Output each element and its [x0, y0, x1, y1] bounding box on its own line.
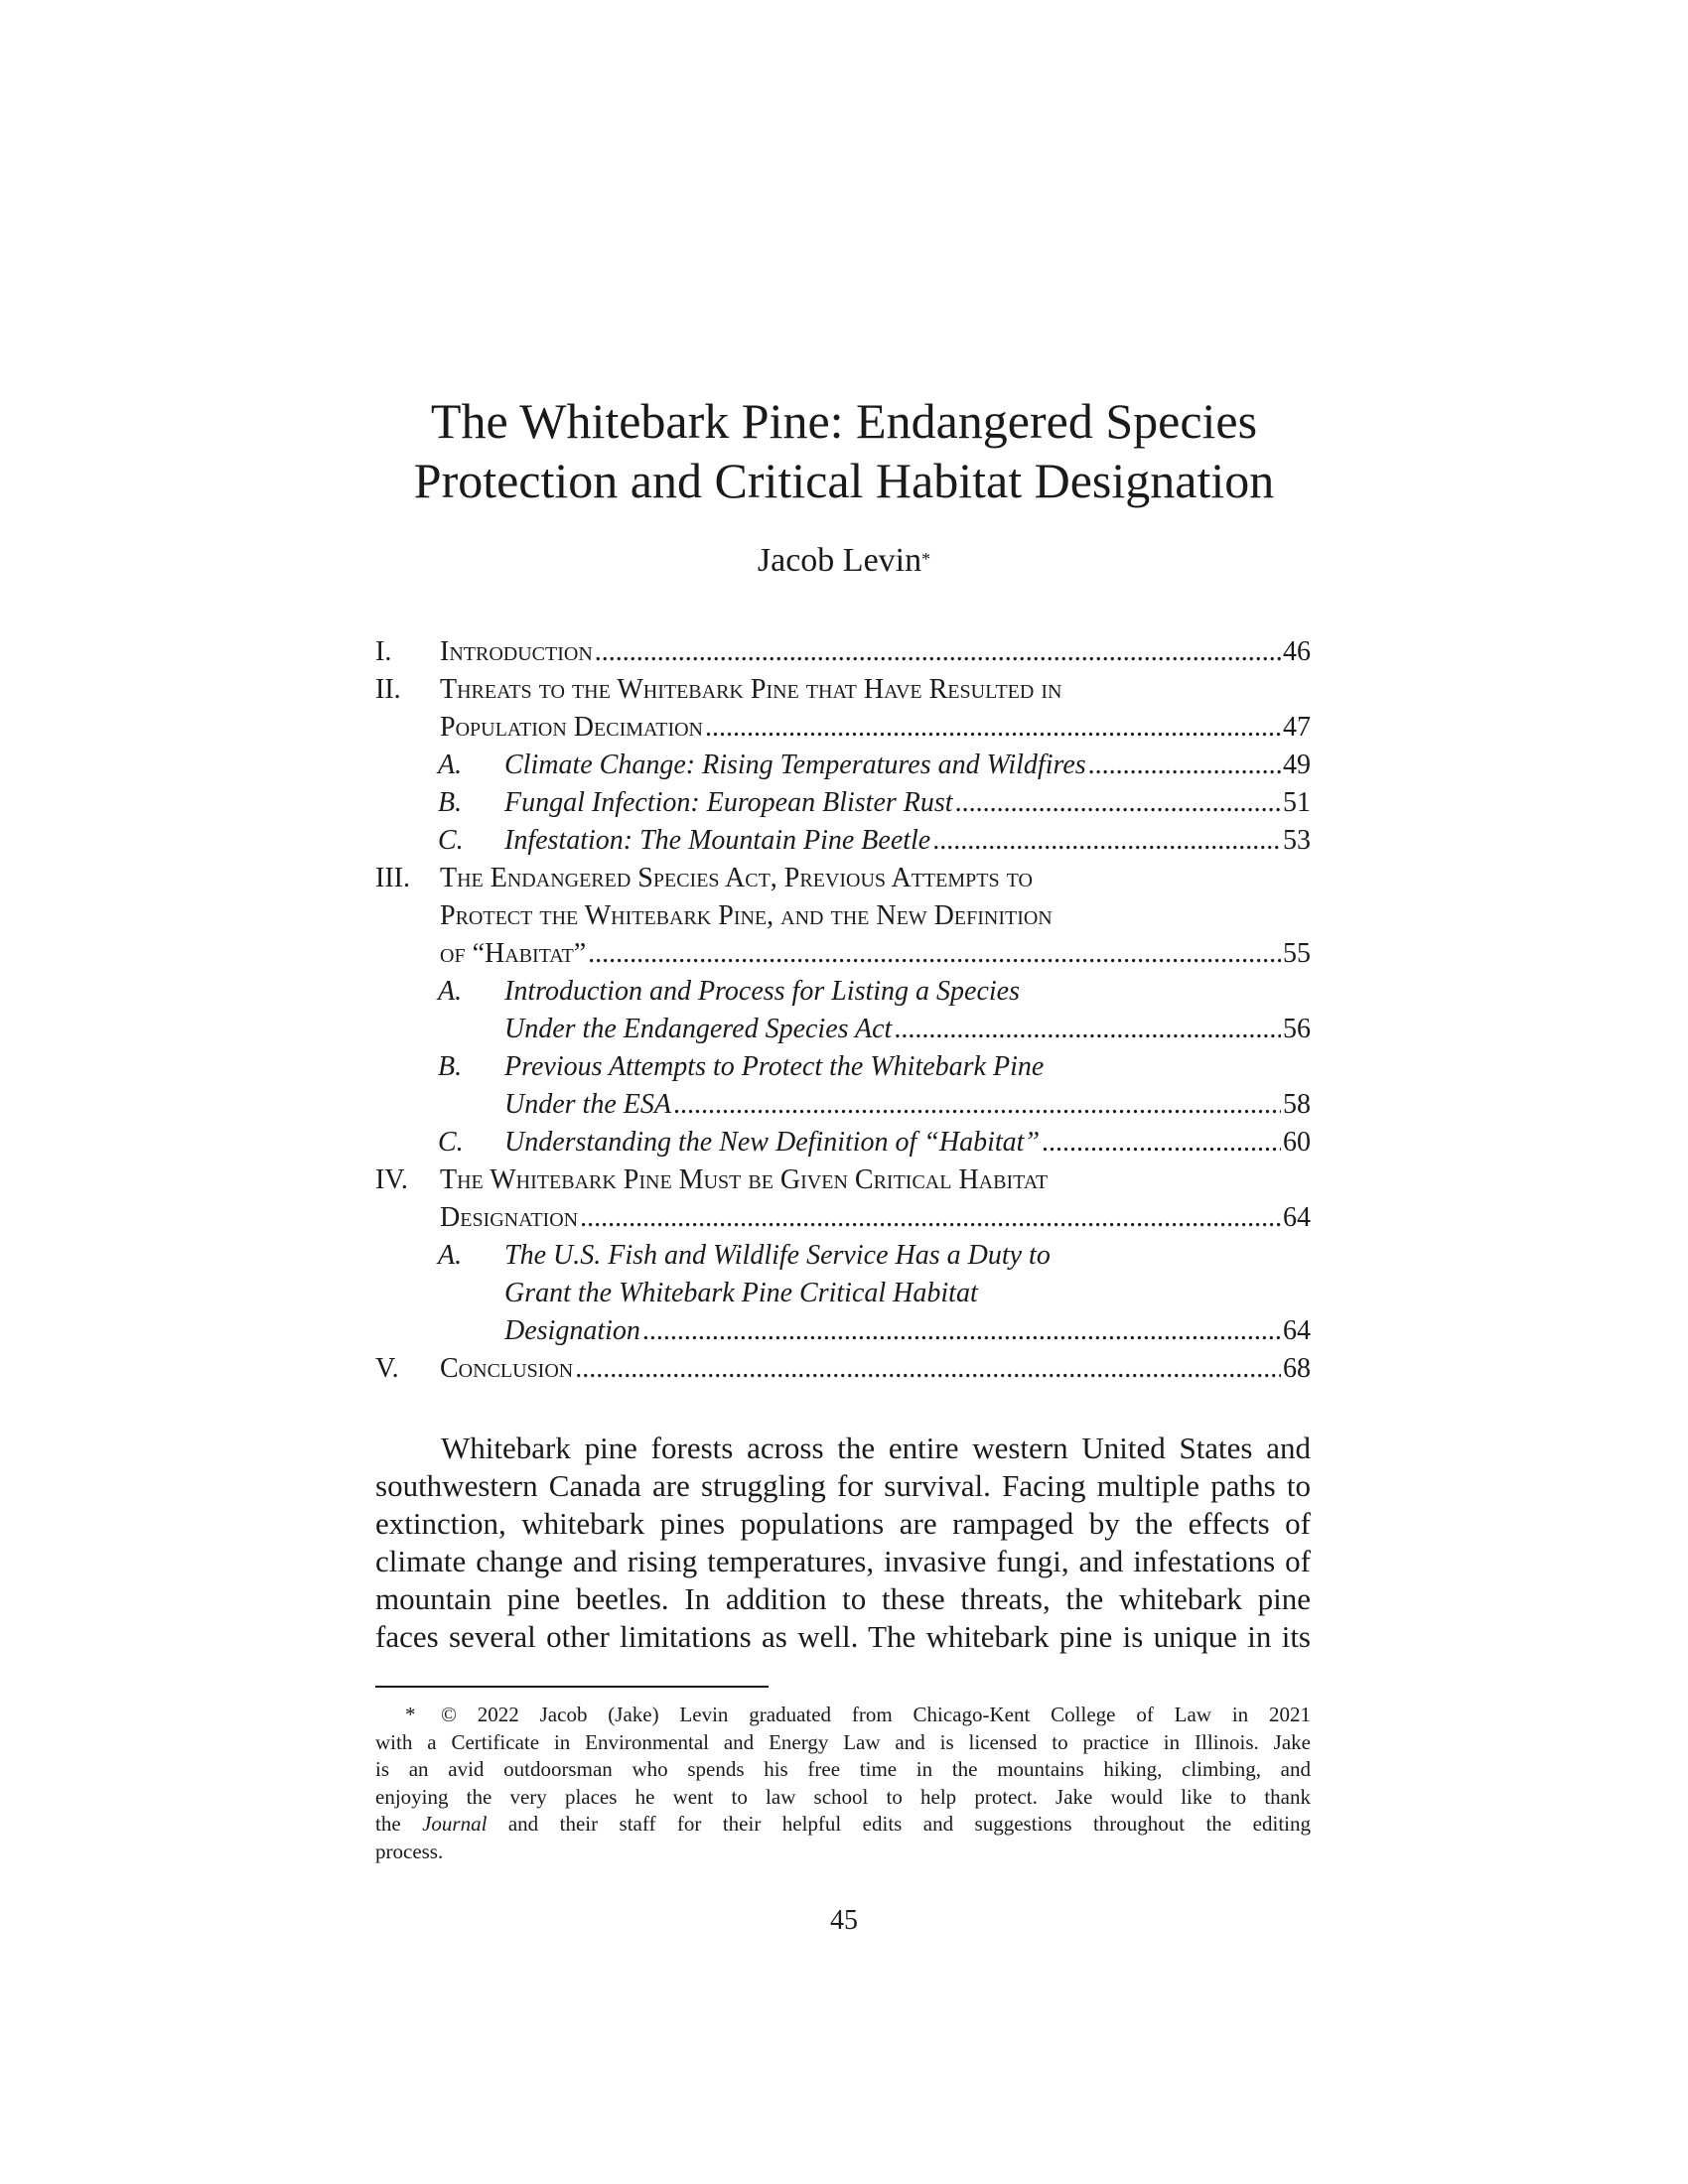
toc-leader-dots [588, 935, 1281, 973]
toc-leader-dots [1042, 1124, 1281, 1161]
toc-entry-critical-habitat-cont[interactable] [375, 1199, 1311, 1237]
toc-entry-critical-habitat[interactable] [375, 1161, 1311, 1199]
body-line: climate change and rising temperatures, invasive fungi, and infestations of [375, 1544, 1311, 1578]
toc-leader-dots [595, 633, 1281, 671]
article-title-line-1: The Whitebark Pine: Endangered Species [430, 393, 1258, 449]
toc-label: Protect the Whitebark Pine, and the New Definition [440, 900, 1053, 931]
toc-entry-introduction[interactable] [375, 633, 1311, 671]
toc-label: Understanding the New Definition of “Habitat” [504, 1127, 1041, 1158]
footnote-mark: * [405, 1703, 416, 1726]
footnote-text: © 2022 Jacob (Jake) Levin graduated from Chicago-Kent College of Law in 2021 [441, 1703, 1311, 1726]
toc-leader-dots [955, 784, 1281, 822]
toc-page-number: 51 [1283, 787, 1311, 818]
toc-label: The Endangered Species Act, Previous Attempts to [440, 863, 1033, 893]
toc-label: Fungal Infection: European Blister Rust [504, 787, 953, 818]
toc-number: A. [438, 750, 463, 780]
toc-label: Threats to the Whitebark Pine that Have Resulted in [440, 674, 1062, 705]
toc-entry-fungal-infection[interactable] [375, 784, 1311, 822]
body-line: faces several other limitations as well. The whitebark pine is unique in its [375, 1619, 1311, 1654]
article-title-line-2: Protection and Critical Habitat Designation [413, 453, 1275, 508]
body-line: mountain pine beetles. In addition to these threats, the whitebark pine [375, 1581, 1311, 1616]
toc-number: B. [438, 787, 463, 818]
toc-number: III. [375, 863, 410, 893]
toc-leader-dots [705, 709, 1281, 747]
footnote-line: enjoying the very places he went to law school to help protect. Jake would like to thank [375, 1784, 1311, 1809]
toc-entry-infestation[interactable] [375, 822, 1311, 860]
toc-entry-previous-attempts-cont[interactable] [375, 1086, 1311, 1124]
toc-label: Previous Attempts to Protect the Whitebark Pine [504, 1051, 1045, 1082]
toc-entry-esa[interactable] [375, 860, 1311, 897]
toc-leader-dots [575, 1350, 1281, 1388]
toc-leader-dots [894, 1011, 1281, 1048]
author-name-text: Jacob Levin [757, 542, 922, 579]
toc-label: Designation [440, 1202, 579, 1233]
footnote-text: the [375, 1812, 401, 1836]
footnote-text: and their staff for their helpful edits and suggestions throughout the editing [507, 1812, 1311, 1836]
toc-label: Under the Endangered Species Act [504, 1014, 893, 1044]
body-line: Whitebark pine forests across the entire western United States and [441, 1431, 1311, 1465]
toc-page-number: 60 [1283, 1127, 1311, 1158]
toc-page-number: 58 [1283, 1089, 1311, 1120]
toc-leader-dots [1088, 747, 1281, 784]
toc-entry-esa-cont[interactable] [375, 897, 1311, 935]
toc-entry-threats[interactable] [375, 671, 1311, 709]
toc-label: Climate Change: Rising Temperatures and Wildfires [504, 750, 1086, 780]
toc-number: C. [438, 1127, 464, 1158]
author-name [496, 541, 1192, 581]
toc-page-number: 56 [1283, 1014, 1311, 1044]
toc-entry-fws-duty[interactable] [375, 1237, 1311, 1275]
toc-number: B. [438, 1051, 463, 1082]
toc-label: Infestation: The Mountain Pine Beetle [504, 825, 931, 856]
toc-label: Designation [504, 1315, 640, 1346]
toc-label: of “Habitat” [440, 938, 587, 969]
toc-page-number: 64 [1283, 1202, 1311, 1233]
author-footnote-mark[interactable]: * [921, 549, 931, 569]
toc-leader-dots [673, 1086, 1281, 1124]
toc-label: Under the ESA [504, 1089, 671, 1120]
toc-entry-climate-change[interactable] [375, 747, 1311, 784]
toc-entry-habitat-definition[interactable] [375, 1124, 1311, 1161]
toc-leader-dots [642, 1312, 1281, 1350]
footnote-separator [375, 1686, 769, 1688]
journal-name: Journal [422, 1812, 488, 1836]
toc-entry-listing-process[interactable] [375, 973, 1311, 1011]
toc-label: The U.S. Fish and Wildlife Service Has a Duty to [504, 1240, 1051, 1271]
toc-label: Introduction [440, 636, 593, 667]
toc-page-number: 55 [1283, 938, 1311, 969]
toc-entry-conclusion[interactable] [375, 1350, 1311, 1388]
footnote-line: is an avid outdoorsman who spends his free time in the mountains hiking, climbing, and [375, 1757, 1311, 1781]
toc-number: A. [438, 1240, 463, 1271]
toc-page-number: 53 [1283, 825, 1311, 856]
toc-page-number: 49 [1283, 750, 1311, 780]
footnote-line [375, 1702, 1311, 1729]
toc-label: Grant the Whitebark Pine Critical Habitat [504, 1278, 978, 1308]
footnote-line: with a Certificate in Environmental and Energy Law and is licensed to practice in Illinois. Jake [375, 1729, 1311, 1754]
toc-page-number: 46 [1283, 636, 1311, 667]
toc-page-number: 68 [1283, 1353, 1311, 1384]
toc-entry-threats-cont[interactable] [375, 709, 1311, 747]
toc-entry-fws-duty-cont-2[interactable] [375, 1312, 1311, 1350]
author-footnote [375, 1702, 1311, 1865]
toc-page-number: 64 [1283, 1315, 1311, 1346]
toc-label: Introduction and Process for Listing a Species [504, 976, 1020, 1007]
toc-number: A. [438, 976, 463, 1007]
toc-entry-esa-cont-2[interactable] [375, 935, 1311, 973]
toc-number: II. [375, 674, 401, 705]
toc-number: C. [438, 825, 464, 856]
page-number: 45 [830, 1905, 858, 1936]
toc-number: IV. [375, 1164, 408, 1195]
toc-leader-dots [580, 1199, 1281, 1237]
toc-page-number: 47 [1283, 712, 1311, 743]
toc-entry-listing-process-cont[interactable] [375, 1011, 1311, 1048]
toc-label: Conclusion [440, 1353, 574, 1384]
footnote-line [375, 1811, 1311, 1839]
toc-entry-previous-attempts[interactable] [375, 1048, 1311, 1086]
toc-number: I. [375, 636, 392, 667]
toc-label: Population Decimation [440, 712, 703, 743]
toc-entry-fws-duty-cont[interactable] [375, 1275, 1311, 1312]
footnote-line: process. [375, 1839, 444, 1863]
body-line: extinction, whitebark pines populations are rampaged by the effects of [375, 1506, 1311, 1541]
toc-number: V. [375, 1353, 399, 1384]
body-paragraph [375, 1430, 1311, 1656]
toc-leader-dots [932, 822, 1281, 860]
toc-label: The Whitebark Pine Must be Given Critical Habitat [440, 1164, 1049, 1195]
body-line: southwestern Canada are struggling for survival. Facing multiple paths to [375, 1468, 1311, 1503]
